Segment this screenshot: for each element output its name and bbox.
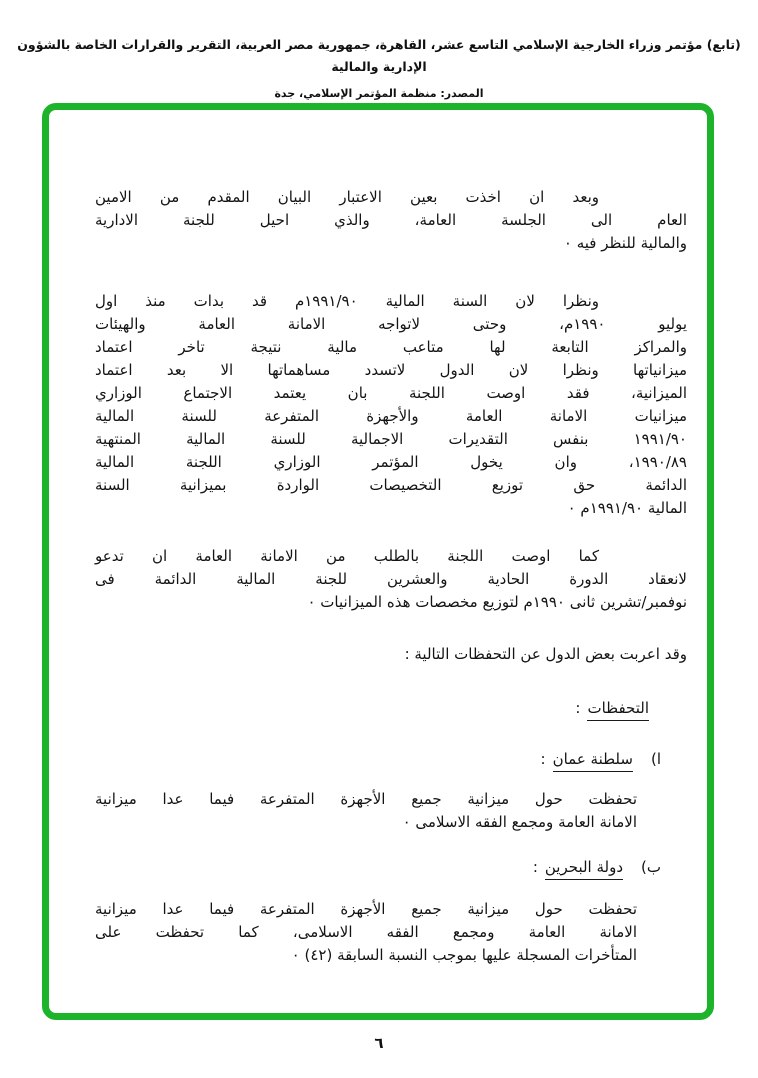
item-marker-a: ا) <box>650 750 661 768</box>
item-colon-a: : <box>540 750 546 768</box>
text-line: المالية ١٩٩١/٩٠م ٠ <box>567 499 687 517</box>
text-line: لانعقاد الدورة الحادية والعشرين للجنة المالية الدائمة فى <box>95 570 687 588</box>
page-number: ٦ <box>374 1034 384 1052</box>
reservations-heading <box>95 697 649 720</box>
text-line: تحفظت حول ميزانية جميع الأجهزة المتفرعة فيما عدا ميزانية <box>95 790 637 808</box>
paragraph-2 <box>95 290 687 520</box>
heading-colon: : <box>575 699 581 717</box>
reservations-heading-text: التحفظات <box>587 699 649 721</box>
text-line: والمالية للنظر فيه ٠ <box>563 234 687 252</box>
item-marker-b: ب) <box>641 858 661 876</box>
text-line: نوفمبر/تشرين ثانى ١٩٩٠م لتوزيع مخصصات هذه الميزانيات ٠ <box>307 593 687 611</box>
paragraph-1 <box>95 186 687 255</box>
text-line: المتأخرات المسجلة عليها بموجب النسبة السابقة (٤٢) ٠ <box>291 946 637 964</box>
reservation-body-oman <box>95 788 637 834</box>
text-line: ١٩٩١/٩٠ بنفس التقديرات الاجمالية للسنة المالية المنتهية <box>95 430 687 448</box>
reservations-intro: وقد اعربت بعض الدول عن التحفظات التالية : <box>404 645 687 663</box>
text-line: تحفظت حول ميزانية جميع الأجهزة المتفرعة فيما عدا ميزانية <box>95 900 637 918</box>
text-line: وبعد ان اخذت بعين الاعتبار البيان المقدم من الامين <box>95 188 599 206</box>
text-line: ميزانياتها ونظرا لان الدول لاتسدد مساهماتها الا بعد اعتماد <box>95 361 687 379</box>
header-title: (تابع) مؤتمر وزراء الخارجية الإسلامي التاسع عشر، القاهرة، جمهورية مصر العربية، التقرير والقرارات الخاصة بالشؤون الإدارية والمالية <box>17 37 741 74</box>
text-line: يوليو ١٩٩٠م، وحتى لاتواجه الامانة العامة والهيئات <box>95 315 687 333</box>
reservation-body-bahrain <box>95 898 637 967</box>
text-line: الدائمة حق توزيع التخصيصات الواردة بميزانية السنة <box>95 476 687 494</box>
paragraph-3 <box>95 545 687 614</box>
text-line: الميزانية، فقد اوصت اللجنة بان يعتمد الاجتماع الوزاري <box>95 384 687 402</box>
reservation-item-label-bahrain <box>95 856 661 879</box>
document-body <box>95 110 687 967</box>
text-line: الامانة العامة ومجمع الفقه الاسلامى، كما تحفظت على <box>95 923 637 941</box>
text-line: ميزانيات الامانة العامة والأجهزة المتفرعة للسنة المالية <box>95 407 687 425</box>
text-line: الامانة العامة ومجمع الفقه الاسلامى ٠ <box>402 813 637 831</box>
text-line: ١٩٩٠/٨٩، وان يخول المؤتمر الوزاري اللجنة المالية <box>95 453 687 471</box>
item-name-bahrain: دولة البحرين <box>545 858 623 880</box>
green-border-frame <box>42 103 714 1020</box>
text-line: العام الى الجلسة العامة، والذي احيل للجنة الادارية <box>95 211 687 229</box>
item-name-oman: سلطنة عمان <box>553 750 633 772</box>
text-line: ونظرا لان السنة المالية ١٩٩١/٩٠م قد بدات منذ اول <box>95 292 599 310</box>
item-colon-b: : <box>532 858 538 876</box>
text-line: كما اوصت اللجنة بالطلب من الامانة العامة ان تدعو <box>95 547 599 565</box>
header-source: المصدر: منظمة المؤتمر الإسلامي، جدة <box>274 87 484 100</box>
page-header <box>0 34 758 104</box>
reservation-item-label-oman <box>95 748 661 771</box>
text-line: والمراكز التابعة لها متاعب مالية نتيجة تاخر اعتماد <box>95 338 687 356</box>
